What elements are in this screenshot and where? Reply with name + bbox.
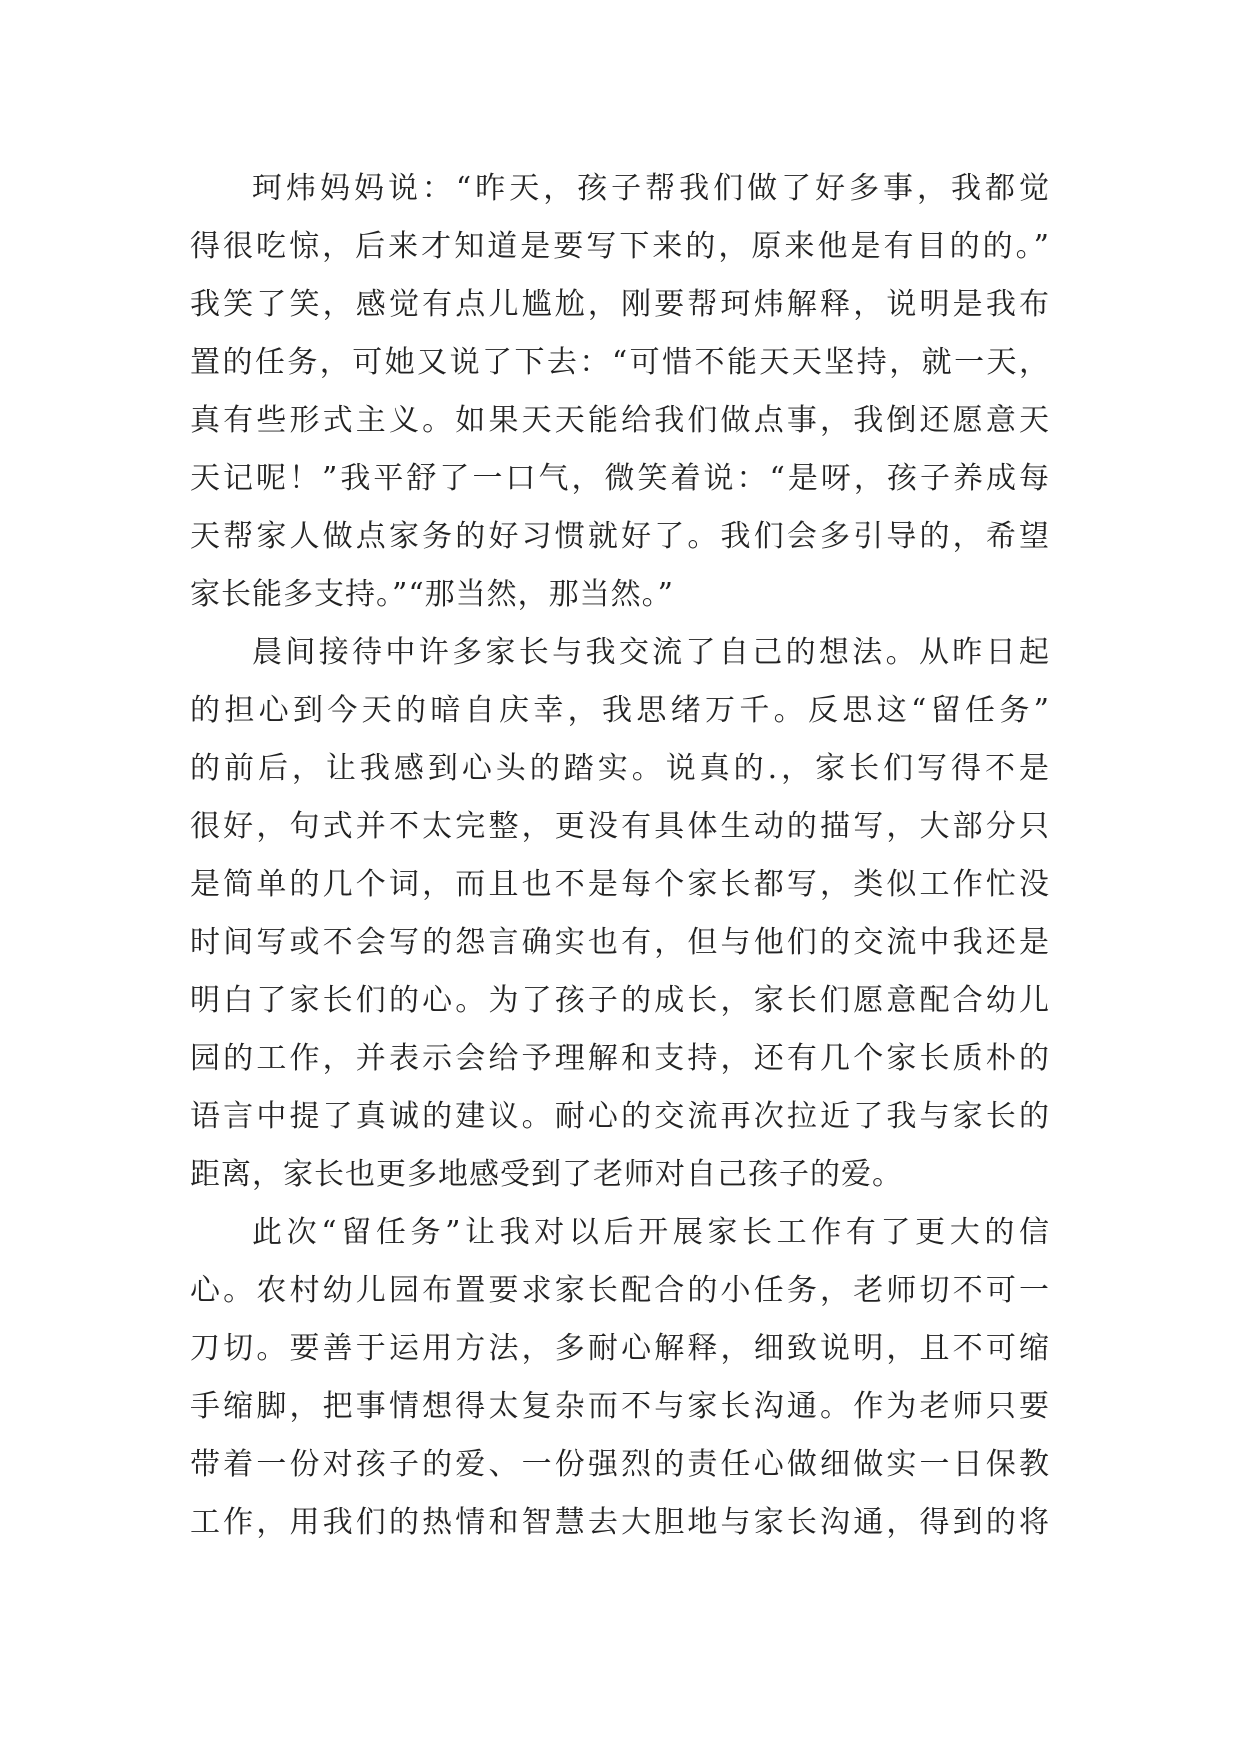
paragraph-line: 真有些形式主义。如果天天能给我们做点事，我倒还愿意天 xyxy=(190,403,1050,438)
paragraph-line: 语言中提了真诚的建议。耐心的交流再次拉近了我与家长的 xyxy=(190,1099,1050,1134)
body-text xyxy=(190,160,1050,1552)
paragraph-line: 我笑了笑，感觉有点儿尴尬，刚要帮珂炜解释，说明是我布 xyxy=(190,287,1050,322)
paragraph-line: 天帮家人做点家务的好习惯就好了。我们会多引导的，希望 xyxy=(190,519,1050,554)
paragraph-2 xyxy=(190,624,1050,1204)
paragraph-line: 工作，用我们的热情和智慧去大胆地与家长沟通，得到的将 xyxy=(190,1505,1050,1540)
paragraph-line: 明白了家长们的心。为了孩子的成长，家长们愿意配合幼儿 xyxy=(190,983,1050,1018)
paragraph-line: 的担心到今天的暗自庆幸，我思绪万千。反思这“留任务” xyxy=(190,693,1050,728)
paragraph-line: 刀切。要善于运用方法，多耐心解释，细致说明，且不可缩 xyxy=(190,1331,1050,1366)
paragraph-line: 天记呢！”我平舒了一口气，微笑着说：“是呀，孩子养成每 xyxy=(190,461,1050,496)
paragraph-line: 带着一份对孩子的爱、一份强烈的责任心做细做实一日保教 xyxy=(190,1447,1050,1482)
paragraph-line: 置的任务，可她又说了下去：“可惜不能天天坚持，就一天， xyxy=(190,345,1050,380)
paragraph-line: 手缩脚，把事情想得太复杂而不与家长沟通。作为老师只要 xyxy=(190,1389,1050,1424)
paragraph-line: 的前后，让我感到心头的踏实。说真的.，家长们写得不是 xyxy=(190,751,1050,786)
paragraph-line: 园的工作，并表示会给予理解和支持，还有几个家长质朴的 xyxy=(190,1041,1050,1076)
paragraph-line: 晨间接待中许多家长与我交流了自己的想法。从昨日起 xyxy=(252,635,1050,670)
paragraph-line: 是简单的几个词，而且也不是每个家长都写，类似工作忙没 xyxy=(190,867,1050,902)
paragraph-1 xyxy=(190,160,1050,624)
paragraph-3 xyxy=(190,1204,1050,1552)
paragraph-line: 很好，句式并不太完整，更没有具体生动的描写，大部分只 xyxy=(190,809,1050,844)
paragraph-line: 时间写或不会写的怨言确实也有，但与他们的交流中我还是 xyxy=(190,925,1050,960)
paragraph-line: 家长能多支持。”“那当然，那当然。” xyxy=(190,577,675,612)
paragraph-line: 心。农村幼儿园布置要求家长配合的小任务，老师切不可一 xyxy=(190,1273,1050,1308)
paragraph-line: 此次“留任务”让我对以后开展家长工作有了更大的信 xyxy=(252,1215,1050,1250)
paragraph-line: 得很吃惊，后来才知道是要写下来的，原来他是有目的的。” xyxy=(190,229,1050,264)
paragraph-line: 距离，家长也更多地感受到了老师对自己孩子的爱。 xyxy=(190,1157,903,1192)
paragraph-line: 珂炜妈妈说：“昨天，孩子帮我们做了好多事，我都觉 xyxy=(252,171,1050,206)
